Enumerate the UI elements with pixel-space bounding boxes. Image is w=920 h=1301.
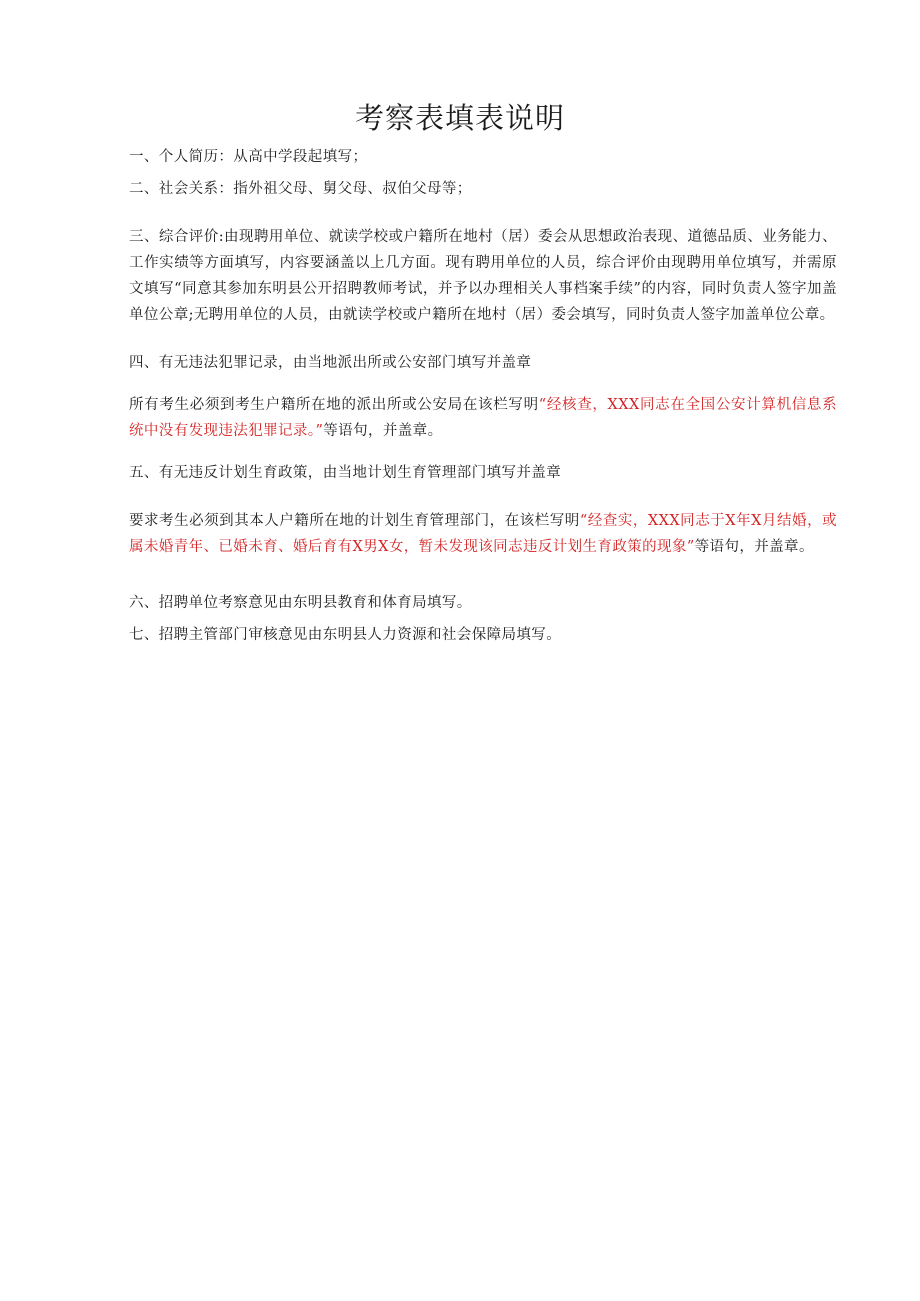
document-title: 考察表填表说明 [354,101,565,135]
item-7-department-review-opinion: 七、招聘主管部门审核意见由东明县人力资源和社会保障局填写。 [129,627,562,643]
item-5-detail-suffix: 等语句，并盖章。 [694,539,814,555]
item-4-detail-prefix: 所有考生必须到考生户籍所在地的派出所或公安局在该栏写明 [129,397,539,413]
item-4-detail-suffix: 等语句，并盖章。 [323,423,443,439]
item-3-overall-evaluation: 三、综合评价:由现聘用单位、就读学校或户籍所在地村（居）委会从思想政治表现、道德品质、业务能力、工作实绩等方面填写，内容要涵盖以上几方面。现有聘用单位的人员，综合评价由现聘用单位填写，并需原文填写“同意其参加东明县公开招聘教师考试，并予以办理相关人事档案手续”的内容，同时负责人签字加盖单位公章;无聘用单位的人员，由就读学校或户籍所在地村（居）委会填写，同时负责人签字加盖单位公章。 [129,229,837,323]
item-5-required-statement: “经查实，XXX同志于X年X月结婚，或属未婚青年、已婚未育、婚后育有X男X女，暂未发现该同志违反计划生育政策的现象” [129,513,837,555]
item-4-required-statement: “经核查，XXX同志在全国公安计算机信息系统中没有发现违法犯罪记录。” [129,397,837,439]
item-6-recruiting-unit-opinion: 六、招聘单位考察意见由东明县教育和体育局填写。 [129,595,472,611]
instructions-body [129,144,837,648]
item-5-heading: 五、有无违反计划生育政策，由当地计划生育管理部门填写并盖章 [129,465,562,481]
item-5-detail-prefix: 要求考生必须到其本人户籍所在地的计划生育管理部门，在该栏写明 [129,513,580,529]
item-2-social-relations: 二、社会关系：指外祖父母、舅父母、叔伯父母等； [129,181,472,197]
item-4-heading: 四、有无违法犯罪记录，由当地派出所或公安部门填写并盖章 [129,355,532,371]
item-5-detail [129,508,837,560]
item-4-detail [129,392,837,444]
item-1-personal-resume: 一、个人简历：从高中学段起填写； [129,149,368,165]
